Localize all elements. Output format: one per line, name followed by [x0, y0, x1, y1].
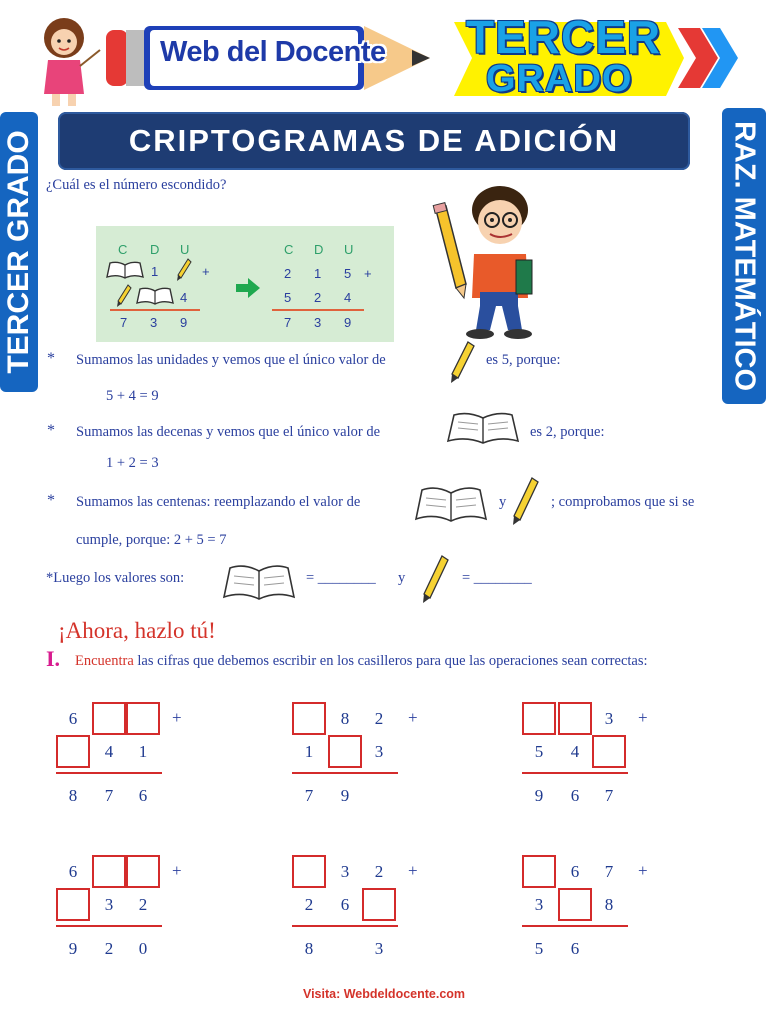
sum-line [56, 772, 162, 774]
digit: 5 [534, 742, 544, 761]
example-right-r2-c: 5 [284, 290, 292, 305]
boy-with-pencil-illustration [430, 180, 542, 340]
book-icon [136, 286, 174, 306]
result-digit: 8 [68, 786, 78, 805]
result-digit: 9 [68, 939, 78, 958]
plus-sign: + [172, 708, 182, 727]
example-right-r2-u: 4 [344, 290, 352, 305]
digit: 1 [138, 742, 148, 761]
plus-sign: + [172, 861, 182, 880]
plus-sign: + [638, 861, 648, 880]
step2-bullet: * [47, 422, 55, 439]
example-right-res-u: 9 [344, 315, 352, 330]
result-digit: 2 [104, 939, 114, 958]
addition-puzzle [292, 702, 452, 812]
grade-title-line1: TERCER [466, 11, 662, 63]
step1-text: Sumamos las unidades y vemos que el único valor de [76, 352, 386, 368]
sum-line [56, 925, 162, 927]
step3-bullet: * [47, 492, 55, 509]
example-left-res-c: 7 [120, 315, 128, 330]
step1-bullet: * [47, 350, 55, 367]
answer-box[interactable] [522, 855, 556, 888]
answer-box[interactable] [292, 855, 326, 888]
values-label: *Luego los valores son: [46, 570, 185, 586]
pencil-icon [116, 284, 132, 308]
digit: 2 [374, 709, 384, 728]
example-plus-right: + [364, 266, 372, 281]
answer-box[interactable] [558, 702, 592, 735]
pencil-icon [420, 554, 450, 604]
example-box [96, 226, 394, 342]
values-answer1[interactable]: = ________ [306, 570, 376, 586]
plus-sign: + [408, 708, 418, 727]
step2-equation: 1 + 2 = 3 [106, 455, 159, 471]
result-digit: 0 [138, 939, 148, 958]
instruction-verb: Encuentra [75, 653, 134, 669]
sum-line [292, 772, 398, 774]
side-label-right-text: RAZ. MATEMÁTICO [728, 120, 761, 392]
addition-puzzle [56, 702, 216, 812]
arrow-right-icon [236, 278, 260, 298]
result-digit: 3 [374, 939, 384, 958]
instruction-rest: las cifras que debemos escribir en los casilleros para que las operaciones sean correctas: [133, 653, 648, 669]
example-left-r2-u: 4 [180, 290, 188, 305]
step1-tail: es 5, porque: [486, 352, 561, 368]
answer-box[interactable] [592, 735, 626, 768]
side-label-left [0, 112, 38, 392]
digit: 8 [604, 895, 614, 914]
book-icon [446, 410, 520, 446]
example-right-res-c: 7 [284, 315, 292, 330]
addition-puzzle [56, 855, 216, 965]
step3-tail: ; comprobamos que si se [551, 494, 695, 510]
example-left-res-d: 3 [150, 315, 158, 330]
digit: 4 [570, 742, 580, 761]
sum-line [292, 925, 398, 927]
answer-box[interactable] [362, 888, 396, 921]
result-digit: 7 [104, 786, 114, 805]
pencil-icon [448, 340, 476, 384]
digit: 3 [604, 709, 614, 728]
example-left-r1-d: 1 [151, 264, 159, 279]
example-left-res-u: 9 [180, 315, 188, 330]
example-header-d: D [150, 242, 160, 257]
answer-box[interactable] [92, 855, 126, 888]
digit: 3 [534, 895, 544, 914]
digit: 6 [68, 862, 78, 881]
plus-sign: + [408, 861, 418, 880]
example-right-r2-d: 2 [314, 290, 322, 305]
side-label-right [722, 108, 766, 404]
addition-puzzle [522, 855, 682, 965]
step1-equation: 5 + 4 = 9 [106, 388, 159, 404]
digit: 6 [340, 895, 350, 914]
step3-line2: cumple, porque: 2 + 5 = 7 [76, 532, 227, 548]
digit: 3 [340, 862, 350, 881]
grade-badge [446, 8, 746, 108]
grade-title-line2: GRADO [486, 58, 633, 100]
example-header-u: U [180, 242, 190, 257]
digit: 8 [340, 709, 350, 728]
step3-y: y [499, 494, 507, 510]
answer-box[interactable] [328, 735, 362, 768]
answer-box[interactable] [92, 702, 126, 735]
example-header-c2: C [284, 242, 294, 257]
answer-box[interactable] [558, 888, 592, 921]
practice-instructions [75, 651, 721, 672]
example-right-line [272, 309, 364, 311]
digit: 3 [104, 895, 114, 914]
result-digit: 6 [570, 786, 580, 805]
answer-box[interactable] [292, 702, 326, 735]
digit: 7 [604, 862, 614, 881]
result-digit: 7 [604, 786, 614, 805]
example-left-line [110, 309, 200, 311]
step2-tail: es 2, porque: [530, 424, 605, 440]
result-digit: 9 [534, 786, 544, 805]
result-digit: 8 [304, 939, 314, 958]
example-right-r1-d: 1 [314, 266, 322, 281]
answer-box[interactable] [522, 702, 556, 735]
result-digit: 7 [304, 786, 314, 805]
book-icon [106, 260, 144, 280]
digit: 2 [374, 862, 384, 881]
result-digit: 6 [138, 786, 148, 805]
example-header-d2: D [314, 242, 324, 257]
brand-name: Web del Docente [160, 36, 386, 68]
practice-heading: ¡Ahora, hazlo tú! [58, 618, 216, 643]
sum-line [522, 925, 628, 927]
teacher-illustration [34, 16, 104, 108]
plus-sign: + [638, 708, 648, 727]
digit: 2 [138, 895, 148, 914]
step2-text: Sumamos las decenas y vemos que el único valor de [76, 424, 381, 440]
result-digit: 5 [534, 939, 544, 958]
result-digit: 6 [570, 939, 580, 958]
digit: 6 [68, 709, 78, 728]
example-right-res-d: 3 [314, 315, 322, 330]
answer-box[interactable] [126, 855, 160, 888]
example-header-c: C [118, 242, 128, 257]
example-right-r1-u: 5 [344, 266, 352, 281]
digit: 6 [570, 862, 580, 881]
pencil-icon [510, 476, 540, 526]
page-title-bar [58, 112, 690, 170]
values-y: y [398, 570, 406, 586]
answer-box[interactable] [56, 735, 90, 768]
digit: 1 [304, 742, 314, 761]
result-digit: 9 [340, 786, 350, 805]
answer-box[interactable] [126, 702, 160, 735]
addition-puzzle [522, 702, 682, 812]
pencil-icon [176, 258, 192, 282]
side-label-left-text: TERCER GRADO [2, 130, 35, 374]
digit: 2 [304, 895, 314, 914]
intro-question: ¿Cuál es el número escondido? [46, 177, 227, 193]
example-plus-left: + [202, 264, 210, 279]
section-numeral: I. [46, 646, 61, 671]
page-title: CRIPTOGRAMAS DE ADICIÓN [128, 123, 620, 158]
footer-link[interactable]: Visita: Webdeldocente.com [302, 987, 466, 1001]
book-icon [414, 484, 488, 524]
values-answer2[interactable]: = ________ [462, 570, 532, 586]
sum-line [522, 772, 628, 774]
digit: 3 [374, 742, 384, 761]
book-icon [222, 562, 296, 602]
answer-box[interactable] [56, 888, 90, 921]
example-header-u2: U [344, 242, 354, 257]
example-right-r1-c: 2 [284, 266, 292, 281]
digit: 4 [104, 742, 114, 761]
step3-text: Sumamos las centenas: reemplazando el valor de [76, 494, 361, 510]
addition-puzzle [292, 855, 452, 965]
